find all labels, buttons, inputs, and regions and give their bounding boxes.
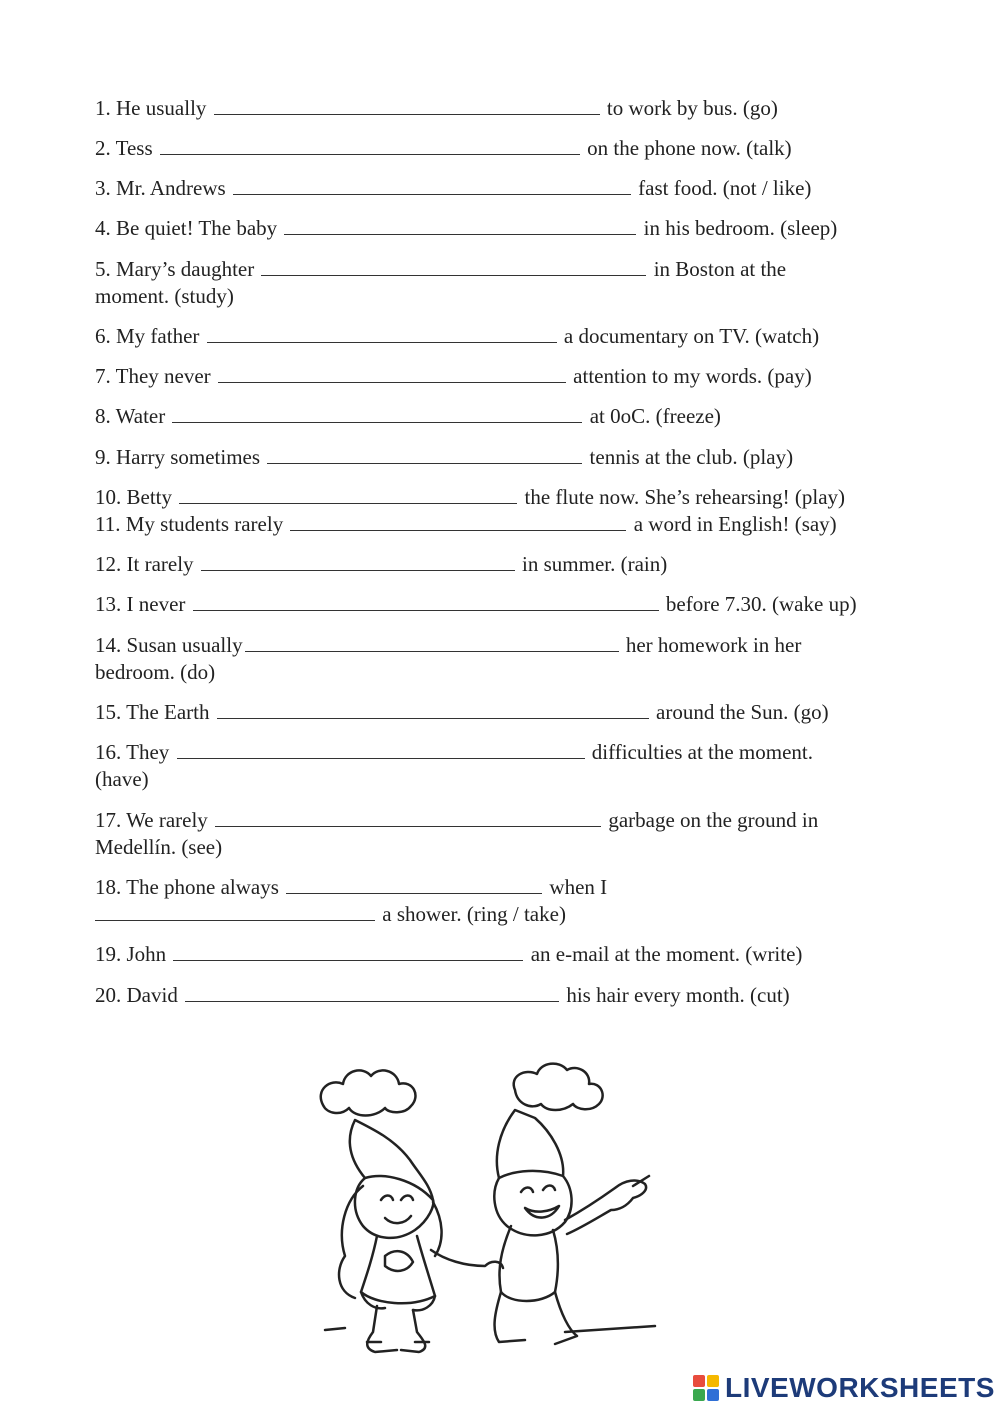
item-number: 13.	[95, 592, 122, 616]
prompt-text: Tess	[115, 136, 153, 160]
hint-text: around the Sun. (go)	[656, 700, 829, 724]
exercise-9	[95, 444, 793, 471]
smurfs-coloring-illustration-icon	[315, 1060, 675, 1370]
item-number: 5.	[95, 257, 111, 281]
prompt-text: They never	[115, 364, 211, 388]
prompt-text: I never	[126, 592, 186, 616]
item-number: 15.	[95, 700, 122, 724]
hint-text: an e-mail at the moment. (write)	[530, 942, 803, 966]
answer-blank[interactable]	[185, 983, 559, 1002]
answer-blank[interactable]	[172, 404, 582, 423]
answer-blank[interactable]	[207, 324, 557, 343]
exercise-4	[95, 215, 837, 242]
prompt-text: The Earth	[126, 700, 210, 724]
item-number: 9.	[95, 445, 111, 469]
answer-blank[interactable]	[179, 485, 517, 504]
prompt-text: Harry sometimes	[116, 445, 261, 469]
prompt-text: David	[126, 983, 178, 1007]
prompt-text: Water	[115, 404, 166, 428]
hint-text: her homework in her	[625, 633, 802, 657]
continuation-text: (have)	[95, 767, 149, 791]
prompt-text: The phone always	[126, 875, 279, 899]
hint-text: when I	[549, 875, 608, 899]
hint-text: garbage on the ground in	[608, 808, 819, 832]
item-number: 11.	[95, 512, 121, 536]
answer-blank[interactable]	[177, 740, 585, 759]
answer-blank-2[interactable]	[95, 902, 375, 921]
exercise-12	[95, 551, 667, 578]
item-number: 17.	[95, 808, 122, 832]
item-number: 8.	[95, 404, 111, 428]
prompt-text: They	[126, 740, 170, 764]
item-number: 7.	[95, 364, 111, 388]
item-number: 18.	[95, 875, 122, 899]
prompt-text: Betty	[126, 485, 172, 509]
hint-text: in his bedroom. (sleep)	[643, 216, 838, 240]
hint-text: his hair every month. (cut)	[566, 983, 790, 1007]
answer-blank[interactable]	[245, 633, 619, 652]
item-number: 4.	[95, 216, 111, 240]
answer-blank[interactable]	[233, 176, 631, 195]
continuation-text: a shower. (ring / take)	[382, 902, 566, 926]
continuation-text: moment. (study)	[95, 284, 234, 308]
answer-blank[interactable]	[261, 257, 646, 276]
answer-blank[interactable]	[286, 875, 542, 894]
hint-text: a word in English! (say)	[633, 512, 837, 536]
exercise-11	[95, 511, 837, 538]
exercise-10	[95, 484, 845, 511]
exercise-14	[95, 632, 801, 686]
hint-text: on the phone now. (talk)	[587, 136, 792, 160]
answer-blank[interactable]	[217, 700, 649, 719]
answer-blank[interactable]	[193, 592, 659, 611]
item-number: 2.	[95, 136, 111, 160]
liveworksheets-logo-icon	[693, 1375, 719, 1401]
item-number: 14.	[95, 633, 122, 657]
exercise-17	[95, 807, 818, 861]
exercise-20	[95, 982, 790, 1009]
item-number: 6.	[95, 324, 111, 348]
prompt-text: Mary’s daughter	[116, 257, 255, 281]
exercise-16	[95, 739, 813, 793]
prompt-text: My students rarely	[125, 512, 284, 536]
item-number: 16.	[95, 740, 122, 764]
answer-blank[interactable]	[218, 364, 566, 383]
answer-blank[interactable]	[215, 808, 601, 827]
prompt-text: John	[126, 942, 167, 966]
exercise-15	[95, 699, 829, 726]
exercise-6	[95, 323, 819, 350]
exercise-1	[95, 95, 778, 122]
hint-text: tennis at the club. (play)	[589, 445, 794, 469]
exercise-19	[95, 941, 802, 968]
continuation-text: bedroom. (do)	[95, 660, 216, 684]
prompt-text: It rarely	[126, 552, 194, 576]
item-number: 10.	[95, 485, 122, 509]
prompt-text: Susan usually	[126, 633, 243, 657]
hint-text: a documentary on TV. (watch)	[563, 324, 820, 348]
item-number: 12.	[95, 552, 122, 576]
exercise-13	[95, 591, 857, 618]
exercise-2	[95, 135, 792, 162]
brand-text: LIVEWORKSHEETS	[725, 1372, 995, 1403]
prompt-text: He usually	[116, 96, 207, 120]
prompt-text: Be quiet! The baby	[116, 216, 278, 240]
brand-logo	[693, 1372, 995, 1404]
hint-text: at 0oC. (freeze)	[589, 404, 721, 428]
item-number: 1.	[95, 96, 111, 120]
hint-text: to work by bus. (go)	[606, 96, 778, 120]
hint-text: in summer. (rain)	[522, 552, 668, 576]
exercise-18	[95, 874, 607, 928]
hint-text: difficulties at the moment.	[591, 740, 814, 764]
exercise-8	[95, 403, 721, 430]
answer-blank[interactable]	[201, 552, 515, 571]
prompt-text: We rarely	[126, 808, 208, 832]
hint-text: fast food. (not / like)	[638, 176, 812, 200]
item-number: 19.	[95, 942, 122, 966]
exercise-5	[95, 256, 786, 310]
exercise-7	[95, 363, 812, 390]
answer-blank[interactable]	[173, 942, 523, 961]
prompt-text: My father	[116, 324, 200, 348]
answer-blank[interactable]	[267, 445, 582, 464]
hint-text: before 7.30. (wake up)	[665, 592, 857, 616]
hint-text: the flute now. She’s rehearsing! (play)	[524, 485, 846, 509]
continuation-text: Medellín. (see)	[95, 835, 223, 859]
item-number: 3.	[95, 176, 111, 200]
answer-blank[interactable]	[160, 136, 580, 155]
hint-text: attention to my words. (pay)	[573, 364, 812, 388]
exercise-3	[95, 175, 811, 202]
answer-blank[interactable]	[214, 96, 600, 115]
item-number: 20.	[95, 983, 122, 1007]
answer-blank[interactable]	[290, 512, 626, 531]
hint-text: in Boston at the	[653, 257, 787, 281]
prompt-text: Mr. Andrews	[116, 176, 226, 200]
answer-blank[interactable]	[284, 216, 636, 235]
